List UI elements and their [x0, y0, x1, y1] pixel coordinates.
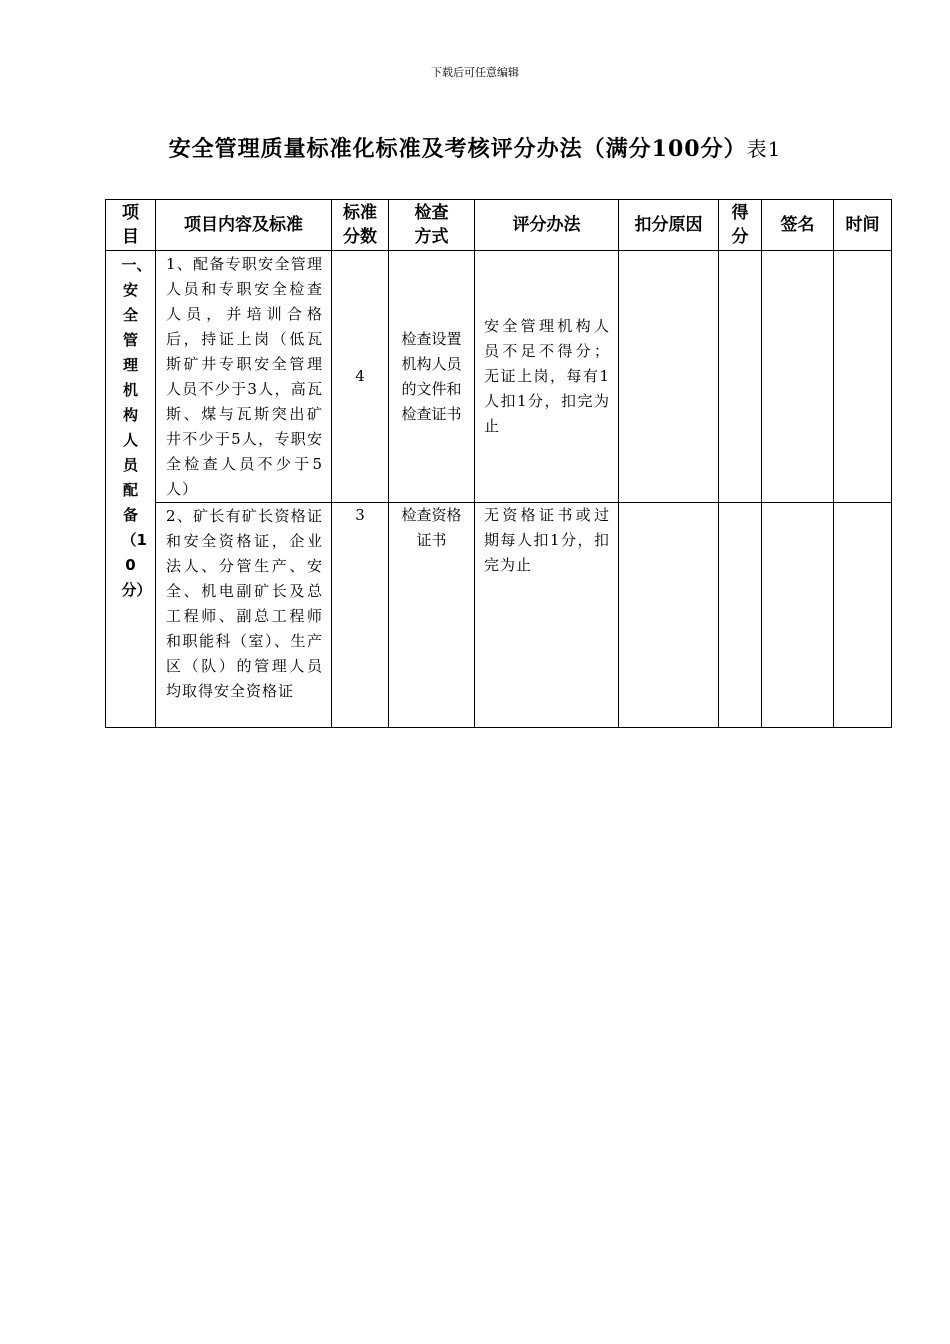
signature-cell: [762, 503, 834, 728]
column-header-points: 得分: [719, 200, 762, 251]
column-header-standard-score: 标准分数: [332, 200, 389, 251]
deduction-reason-cell: [619, 251, 719, 503]
deduction-reason-cell: [619, 503, 719, 728]
content-cell: 1、配备专职安全管理人员和专职安全检查人员，并培训合格后，持证上岗（低瓦斯矿井专职安全管理人员不少于3人，高瓦斯、煤与瓦斯突出矿井不少于5人，专职安全检查人员不少于5人）: [156, 251, 332, 503]
signature-cell: [762, 251, 834, 503]
time-cell: [834, 251, 892, 503]
column-header-deduction-reason: 扣分原因: [619, 200, 719, 251]
column-header-check-method: 检查方式: [389, 200, 475, 251]
column-header-scoring-method: 评分办法: [475, 200, 619, 251]
column-header-content: 项目内容及标准: [156, 200, 332, 251]
scoring-table: [105, 199, 892, 728]
points-cell: [719, 251, 762, 503]
check-method-cell: 检查设置机构人员的文件和检查证书: [389, 251, 475, 503]
project-category-label: 一、安全管理机构人员配备（10分）: [121, 256, 152, 599]
check-method-cell: 检查资格证书: [389, 503, 475, 728]
table-row: [106, 251, 892, 503]
column-header-project: 项目: [106, 200, 156, 251]
time-cell: [834, 503, 892, 728]
standard-score-cell: 4: [332, 251, 389, 503]
project-category-cell: [106, 251, 156, 728]
scoring-method-cell: 安全管理机构人员不足不得分；无证上岗，每有1人扣1分，扣完为止: [475, 251, 619, 503]
column-header-time: 时间: [834, 200, 892, 251]
scoring-method-cell: 无资格证书或过期每人扣1分，扣完为止: [475, 503, 619, 728]
document-title: [0, 134, 950, 165]
table-header-row: [106, 200, 892, 251]
content-cell: 2、矿长有矿长资格证和安全资格证，企业法人、分管生产、安全、机电副矿长及总工程师、副总工程师和职能科（室）、生产区（队）的管理人员均取得安全资格证: [156, 503, 332, 728]
standard-score-cell: 3: [332, 503, 389, 728]
points-cell: [719, 503, 762, 728]
document-title-suffix: 表1: [746, 137, 782, 161]
page-header-note: 下载后可任意编辑: [431, 66, 519, 79]
table-row: [106, 503, 892, 728]
column-header-signature: 签名: [762, 200, 834, 251]
document-title-main: 安全管理质量标准化标准及考核评分办法（满分100分）: [168, 136, 747, 162]
